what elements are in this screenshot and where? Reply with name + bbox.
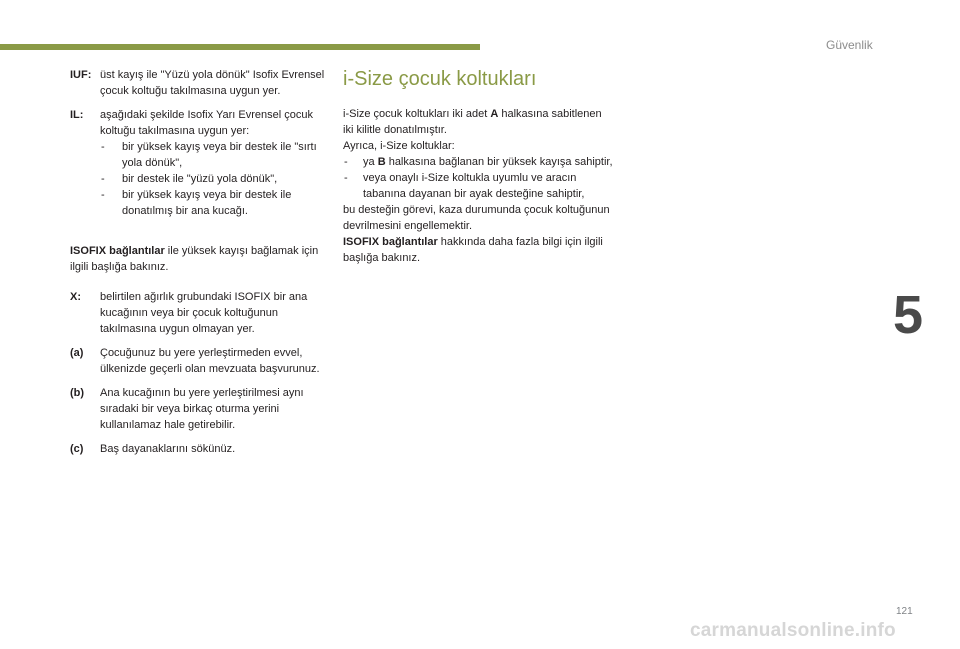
list-item: - bir destek ile "yüzü yola dönük",	[100, 171, 330, 187]
text-span: hakkında daha fazla bilgi için ilgili başlığa bakınız.	[343, 236, 603, 264]
list-item: - bir yüksek kayış veya bir destek ile "sırtı yola dönük",	[100, 139, 330, 171]
term-a: (a)	[70, 347, 84, 359]
il-intro: aşağıdaki şekilde Isofix Yarı Evrensel çocuk koltuğu takılmasına uygun yer:	[100, 109, 313, 137]
x-text: belirtilen ağırlık grubundaki ISOFIX bir ana kucağının veya bir çocuk koltuğunun takılmasına uygun olmayan yer.	[100, 291, 308, 335]
term-il: IL:	[70, 109, 84, 121]
c-text: Baş dayanaklarını sökünüz.	[100, 443, 236, 455]
isofix-note-rest: ile yüksek kayışı bağlamak için ilgili başlığa bakınız.	[70, 245, 319, 273]
section-label: Güvenlik	[826, 38, 873, 52]
chapter-number: 5	[893, 285, 924, 345]
isize-paragraph-3: bu desteğin görevi, kaza durumunda çocuk koltuğunun devrilmesini engellemektir.	[343, 204, 610, 232]
definition-c	[70, 441, 330, 457]
definition-iuf	[70, 67, 330, 99]
term-c: (c)	[70, 443, 84, 455]
list-item: - veya onaylı i-Size koltukla uyumlu ve aracın tabanına dayanan bir ayak desteğine sahiptir,	[343, 170, 613, 202]
section-title: i-Size çocuk koltukları	[343, 68, 537, 90]
term-iuf: IUF:	[70, 69, 92, 81]
list-item: - bir yüksek kayış veya bir destek ile donatılmış bir ana kucağı.	[100, 187, 330, 219]
isize-paragraph-2: Ayrıca, i-Size koltuklar:	[343, 140, 455, 152]
a-text: Çocuğunuz bu yere yerleştirmeden evvel, ülkenizde geçerli olan mevzuata başvurunuz.	[100, 347, 320, 375]
definition-x	[70, 289, 330, 337]
iuf-text: üst kayış ile "Yüzü yola dönük" Isofix Evrensel çocuk koltuğu takılmasına uygun yer.	[100, 69, 325, 97]
left-column	[70, 67, 330, 465]
list-item	[343, 154, 613, 170]
term-x: X:	[70, 291, 81, 303]
page-number: 121	[896, 606, 913, 617]
isofix-note-bold: ISOFIX bağlantılar	[70, 245, 165, 257]
text-span: halkasına bağlanan bir yüksek kayışa sahiptir,	[385, 156, 613, 168]
definition-a	[70, 345, 330, 377]
term-b: (b)	[70, 387, 85, 399]
b-text: Ana kucağının bu yere yerleştirilmesi aynı sıradaki bir veya birkaç oturma yerini kullanılamaz hale getirebilir.	[100, 387, 304, 431]
right-column	[343, 66, 613, 266]
watermark: carmanualsonline.info	[690, 620, 896, 641]
isize-paragraph-1	[343, 106, 613, 138]
ring-b-label: B	[377, 156, 386, 168]
definition-b	[70, 385, 330, 433]
isofix-note	[70, 243, 330, 275]
text-span: i-Size çocuk koltukları iki adet	[343, 108, 491, 120]
text-span: halkasına sabitlenen iki kilitle donatılmıştır.	[343, 108, 602, 136]
isofix-bold: ISOFIX bağlantılar	[343, 236, 438, 248]
isize-paragraph-4	[343, 234, 613, 266]
header-accent-bar	[0, 44, 480, 50]
il-list	[100, 139, 330, 219]
definition-il	[70, 107, 330, 219]
ring-a-label: A	[490, 108, 499, 120]
isize-list	[343, 154, 613, 202]
text-span: ya	[363, 156, 378, 168]
